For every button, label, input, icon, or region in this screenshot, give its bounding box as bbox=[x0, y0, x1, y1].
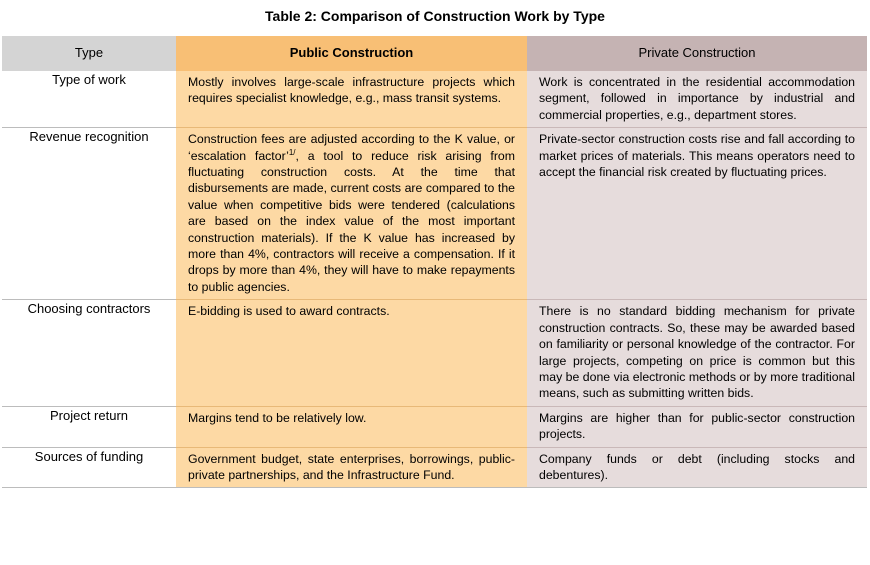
row-type-label: Type of work bbox=[2, 71, 176, 128]
table-title: Table 2: Comparison of Construction Work by Type bbox=[265, 8, 605, 24]
header-type: Type bbox=[2, 36, 176, 71]
private-cell: There is no standard bidding mechanism for private construction contracts. So, these may be awarded based on familiarity or personal knowledge of the contractor. For large projects, competing on price is common but this may be done via electronic methods or by more traditional means, such as submitting written bids. bbox=[527, 300, 867, 406]
public-cell bbox=[176, 128, 527, 300]
public-cell: Government budget, state enterprises, borrowings, public-private partnerships, and the Infrastructure Fund. bbox=[176, 447, 527, 488]
table-row bbox=[2, 128, 867, 300]
private-cell: Private-sector construction costs rise and fall according to market prices of materials. This means operators need to accept the financial risk created by fluctuating prices. bbox=[527, 128, 867, 300]
comparison-table bbox=[2, 36, 867, 488]
row-type-label: Sources of funding bbox=[2, 447, 176, 488]
footnote-marker: 1/ bbox=[288, 147, 296, 157]
private-cell: Company funds or debt (including stocks and debentures). bbox=[527, 447, 867, 488]
table-row bbox=[2, 447, 867, 488]
public-text-part: Construction fees are adjusted according to the K value, or ‘escalation factor’ bbox=[188, 132, 515, 163]
header-private-construction: Private Construction bbox=[527, 36, 867, 71]
private-cell: Margins are higher than for public-sector construction projects. bbox=[527, 406, 867, 447]
table-row bbox=[2, 71, 867, 128]
public-cell: Mostly involves large-scale infrastructure projects which requires specialist knowledge, e.g., mass transit systems. bbox=[176, 71, 527, 128]
table-row bbox=[2, 406, 867, 447]
row-type-label: Project return bbox=[2, 406, 176, 447]
row-type-label: Revenue recognition bbox=[2, 128, 176, 300]
public-cell: Margins tend to be relatively low. bbox=[176, 406, 527, 447]
table-row bbox=[2, 300, 867, 406]
public-cell: E-bidding is used to award contracts. bbox=[176, 300, 527, 406]
header-row bbox=[2, 36, 867, 71]
private-cell: Work is concentrated in the residential accommodation segment, followed in importance by industrial and commercial properties, e.g., department stores. bbox=[527, 71, 867, 128]
public-text-part: , a tool to reduce risk arising from fluctuating construction costs. At the time that disbursements are made, current costs are compared to the value when competitive bids were tendered (calculations are based on the index value of the most important construction materials). If the K value has increased by more than 4%, contractors will receive a compensation. If it drops by more than 4%, they will have to make repayments to public agencies. bbox=[188, 148, 516, 294]
header-public-construction: Public Construction bbox=[176, 36, 527, 71]
row-type-label: Choosing contractors bbox=[2, 300, 176, 406]
